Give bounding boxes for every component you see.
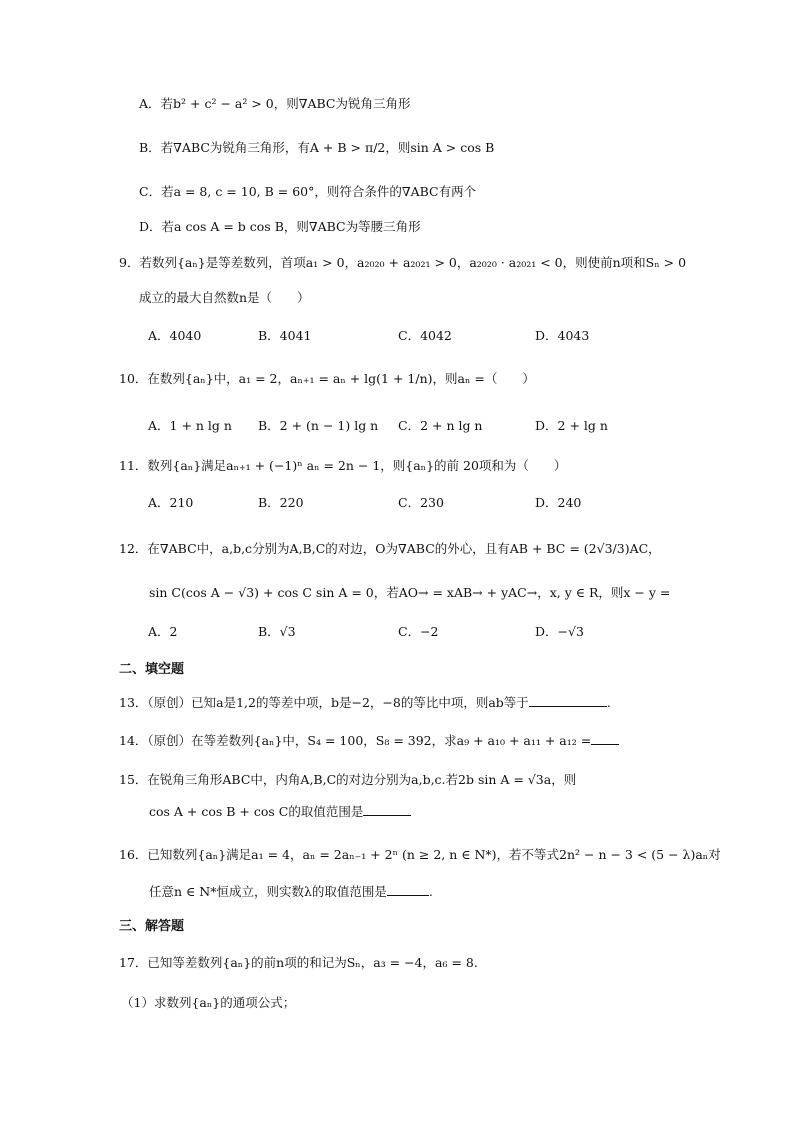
q14-answer-blank[interactable] bbox=[591, 732, 619, 745]
q16-stem-line2 bbox=[149, 882, 433, 902]
q16-stem-line1: 16．已知数列{aₙ}满足a₁ = 4，aₙ = 2aₙ₋₁ + 2ⁿ (n ≥ 2, n ∈ N*)，若不等式2n² − n − 3 < (5 − λ)aₙ对 bbox=[119, 847, 721, 862]
q8-option-b: B．若∇ABC为锐角三角形，有A + B > π/2，则sin A > cos B bbox=[139, 140, 495, 155]
q9-option-b: B．4041 bbox=[258, 328, 312, 343]
q9-option-c: C．4042 bbox=[398, 328, 452, 343]
q11-option-c: C．230 bbox=[398, 495, 444, 510]
q13-text: 13．（原创）已知a是1,2的等差中项，b是−2，−8的等比中项，则ab等于 bbox=[119, 695, 529, 710]
q10-option-b: B．2 + (n − 1) lg n bbox=[258, 418, 379, 433]
q13-answer-blank[interactable] bbox=[529, 694, 607, 707]
q11-option-a: A．210 bbox=[148, 495, 194, 510]
q15-stem-line2 bbox=[149, 802, 411, 822]
q14-stem bbox=[119, 731, 619, 751]
q9-option-a: A．4040 bbox=[148, 328, 202, 343]
q9-stem-line2: 成立的最大自然数n是（ ） bbox=[139, 290, 310, 305]
q13-end: . bbox=[606, 695, 611, 710]
q10-option-c: C．2 + n lg n bbox=[398, 418, 483, 433]
q11-stem: 11．数列{aₙ}满足aₙ₊₁ + (−1)ⁿ aₙ = 2n − 1，则{aₙ}的前 20项和为（ ） bbox=[119, 458, 567, 473]
q15-answer-blank[interactable] bbox=[363, 803, 411, 816]
section-solutions-heading: 三、解答题 bbox=[119, 919, 185, 934]
q16-text: 任意n ∈ N*恒成立，则实数λ的取值范围是 bbox=[149, 884, 387, 899]
q17-part1: （1）求数列{aₙ}的通项公式； bbox=[121, 995, 296, 1010]
q15-text: cos A + cos B + cos C的取值范围是 bbox=[149, 804, 364, 819]
q8-option-d: D．若a cos A = b cos B，则∇ABC为等腰三角形 bbox=[139, 219, 421, 234]
q10-option-a: A．1 + n lg n bbox=[148, 418, 232, 433]
section-fill-in-heading: 二、填空题 bbox=[119, 662, 185, 677]
q17-stem: 17．已知等差数列{aₙ}的前n项的和记为Sₙ，a₃ = −4，a₆ = 8. bbox=[119, 955, 478, 970]
q12-stem-line2: sin C(cos A − √3) + cos C sin A = 0，若AO→ = xAB→ + yAC→，x, y ∈ R，则x − y = bbox=[149, 585, 671, 600]
q12-option-d: D．−√3 bbox=[535, 624, 584, 639]
q9-stem-line1: 9．若数列{aₙ}是等差数列，首项a₁ > 0，a₂₀₂₀ + a₂₀₂₁ > 0，a₂₀₂₀ · a₂₀₂₁ < 0，则使前n项和Sₙ > 0 bbox=[119, 255, 687, 270]
q12-option-a: A．2 bbox=[148, 624, 178, 639]
q10-option-d: D．2 + lg n bbox=[535, 418, 608, 433]
q16-answer-blank[interactable] bbox=[387, 883, 429, 896]
q12-option-b: B．√3 bbox=[258, 624, 296, 639]
q8-option-c: C．若a = 8, c = 10, B = 60°，则符合条件的∇ABC有两个 bbox=[139, 184, 477, 199]
q10-stem: 10．在数列{aₙ}中，a₁ = 2，aₙ₊₁ = aₙ + lg(1 + 1/n)，则aₙ =（ ） bbox=[119, 371, 535, 386]
q12-stem-line1: 12．在∇ABC中，a,b,c分别为A,B,C的对边，O为∇ABC的外心，且有AB + BC = (2√3/3)AC， bbox=[119, 541, 661, 556]
q14-text: 14．（原创）在等差数列{aₙ}中，S₄ = 100，S₈ = 392，求a₉ + a₁₀ + a₁₁ + a₁₂ = bbox=[119, 733, 592, 748]
q11-option-d: D．240 bbox=[535, 495, 582, 510]
q16-end: . bbox=[428, 884, 433, 899]
q11-option-b: B．220 bbox=[258, 495, 304, 510]
q15-stem-line1: 15．在锐角三角形ABC中，内角A,B,C的对边分别为a,b,c.若2b sin A = √3a，则 bbox=[119, 772, 577, 787]
q9-option-d: D．4043 bbox=[535, 328, 590, 343]
q12-option-c: C．−2 bbox=[398, 624, 439, 639]
q13-stem bbox=[119, 693, 611, 713]
q8-option-a: A．若b² + c² − a² > 0，则∇ABC为锐角三角形 bbox=[139, 96, 411, 111]
